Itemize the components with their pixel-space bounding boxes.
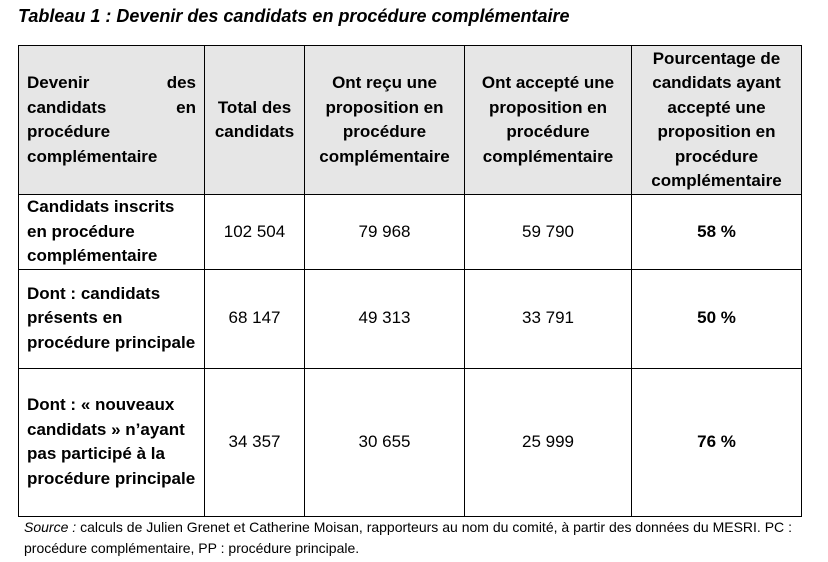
source-label: Source : bbox=[24, 519, 77, 535]
candidates-table bbox=[18, 45, 802, 517]
header-accepte: Ont accepté une proposition en procédure complémentaire bbox=[465, 46, 632, 195]
cell-pourcentage: 76 % bbox=[632, 368, 802, 516]
source-text: calculs de Julien Grenet et Catherine Moisan, rapporteurs au nom du comité, à partir des données du MESRI. PC : procédure complémentaire, PP : procédure principale. bbox=[24, 519, 792, 556]
row-label: Candidats inscrits en procédure complémentaire bbox=[19, 195, 205, 270]
header-devenir: Devenir des candidats en procédure complémentaire bbox=[19, 46, 205, 195]
cell-recu: 49 313 bbox=[305, 269, 465, 368]
cell-accepte: 25 999 bbox=[465, 368, 632, 516]
source-note bbox=[24, 517, 792, 559]
row-label: Dont : « nouveaux candidats » n’ayant pas participé à la procédure principale bbox=[19, 368, 205, 516]
row-label: Dont : candidats présents en procédure principale bbox=[19, 269, 205, 368]
cell-accepte: 59 790 bbox=[465, 195, 632, 270]
table-row bbox=[19, 269, 802, 368]
header-pourcentage: Pourcentage de candidats ayant accepté une proposition en procédure complémentaire bbox=[632, 46, 802, 195]
table-row bbox=[19, 195, 802, 270]
cell-total: 102 504 bbox=[205, 195, 305, 270]
cell-recu: 79 968 bbox=[305, 195, 465, 270]
cell-total: 34 357 bbox=[205, 368, 305, 516]
header-recu: Ont reçu une proposition en procédure complémentaire bbox=[305, 46, 465, 195]
header-total: Total des candidats bbox=[205, 46, 305, 195]
cell-pourcentage: 58 % bbox=[632, 195, 802, 270]
table-header-row bbox=[19, 46, 802, 195]
cell-pourcentage: 50 % bbox=[632, 269, 802, 368]
table-title: Tableau 1 : Devenir des candidats en procédure complémentaire bbox=[18, 6, 570, 26]
cell-accepte: 33 791 bbox=[465, 269, 632, 368]
table-row bbox=[19, 368, 802, 516]
cell-recu: 30 655 bbox=[305, 368, 465, 516]
cell-total: 68 147 bbox=[205, 269, 305, 368]
